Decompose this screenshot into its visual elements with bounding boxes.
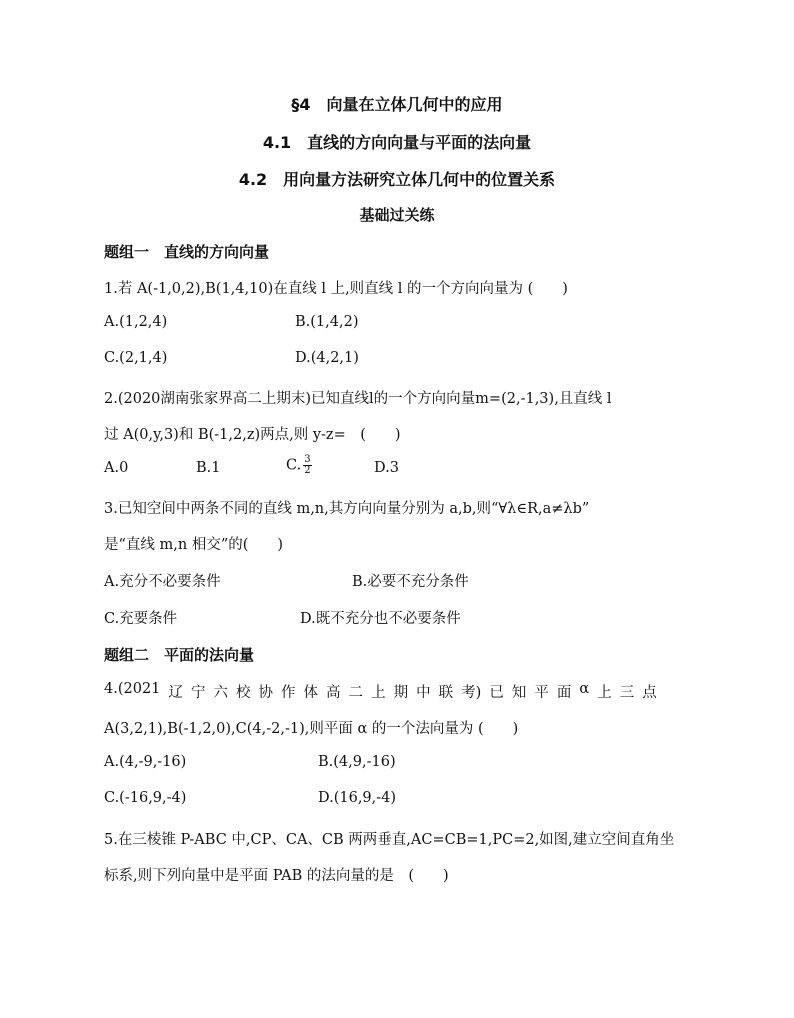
subsection-title-4-2: 4.2 用向量方法研究立体几何中的位置关系 xyxy=(238,170,556,189)
q1-option-c: C.(2,1,4) xyxy=(104,350,168,366)
q4-line-1-part: 校 xyxy=(235,685,251,701)
q2-option-c-label: C. xyxy=(286,457,302,474)
q4-line-1-part: 上 xyxy=(371,685,386,701)
q3-option-a: A.充分不必要条件 xyxy=(104,574,221,590)
q4-line-1-part: 中 xyxy=(416,685,431,701)
q2-option-b: B.1 xyxy=(196,460,221,476)
question-2-line-2: 过 A(0,y,3)和 B(-1,2,z)两点,则 y-z= ( ) xyxy=(104,427,401,443)
question-4-line-2: A(3,2,1),B(-1,2,0),C(4,-2,-1),则平面 α 的一个法向量为 ( ) xyxy=(104,721,519,737)
q1-option-a: A.(1,2,4) xyxy=(104,314,168,330)
q4-line-1-part: 宁 xyxy=(190,685,206,701)
q3-option-b: B.必要不充分条件 xyxy=(352,574,469,590)
q4-line-1-part: 高 xyxy=(326,685,341,701)
q1-option-b: B.(1,4,2) xyxy=(295,314,359,330)
group-2-title: 题组二 平面的法向量 xyxy=(104,646,255,664)
q4-line-1-part: 考) xyxy=(461,685,482,701)
q4-line-1-part: 期 xyxy=(393,685,409,701)
q4-line-1-part: 平 xyxy=(534,685,549,701)
q1-option-d: D.(4,2,1) xyxy=(295,350,359,366)
q4-line-1-part: 知 xyxy=(511,685,527,701)
q2-option-c xyxy=(286,455,314,476)
question-3-line-1: 3.已知空间中两条不同的直线 m,n,其方向向量分别为 a,b,则“∀λ∈R,a≠λb” xyxy=(104,501,590,517)
question-3-line-2: 是“直线 m,n 相交”的( ) xyxy=(104,537,284,553)
q4-option-d: D.(16,9,-4) xyxy=(318,790,397,806)
q2-option-d: D.3 xyxy=(374,460,399,476)
question-4-line-1 xyxy=(104,681,657,702)
q4-line-1-part: 作 xyxy=(281,685,296,701)
question-5-line-2: 标系,则下列向量中是平面 PAB 的法向量的是 ( ) xyxy=(104,868,449,884)
question-1: 1.若 A(-1,0,2),B(1,4,10)在直线 l 上,则直线 l 的一个方向向量为 ( ) xyxy=(104,281,568,297)
q4-line-1-part: 已 xyxy=(489,685,504,701)
q4-line-1-part: 二 xyxy=(348,685,364,701)
group-1-title: 题组一 直线的方向向量 xyxy=(104,243,270,261)
q4-line-1-part: 体 xyxy=(303,685,319,701)
section-title: §4 向量在立体几何中的应用 xyxy=(291,95,503,114)
fraction xyxy=(303,455,311,476)
q4-line-1-part: 面 xyxy=(556,685,572,701)
q4-line-1-part: 上 xyxy=(597,685,612,701)
fraction-denominator: 2 xyxy=(304,465,311,476)
q3-option-d: D.既不充分也不必要条件 xyxy=(300,611,461,627)
q4-line-1-part: 辽 xyxy=(168,685,183,701)
q4-line-1-part: 点 xyxy=(642,685,657,701)
q3-option-c: C.充要条件 xyxy=(104,611,178,627)
q4-option-a: A.(4,-9,-16) xyxy=(104,754,187,770)
question-2-line-1: 2.(2020湖南张家界高二上期末)已知直线l的一个方向向量m=(2,-1,3),且直线 l xyxy=(104,391,612,407)
subsection-title-4-1: 4.1 直线的方向向量与平面的法向量 xyxy=(262,133,532,152)
q4-line-1-part: 协 xyxy=(258,685,273,701)
q4-option-b: B.(4,9,-16) xyxy=(318,754,396,770)
q4-line-1-part: 联 xyxy=(438,685,454,701)
q4-line-1-part: 六 xyxy=(213,685,228,701)
question-5-line-1: 5.在三棱锥 P-ABC 中,CP、CA、CB 两两垂直,AC=CB=1,PC=2,如图,建立空间直角坐 xyxy=(104,832,675,848)
q4-option-c: C.(-16,9,-4) xyxy=(104,790,187,806)
q4-line-1-part: 三 xyxy=(619,685,635,701)
q2-option-a: A.0 xyxy=(104,460,129,476)
exercise-heading: 基础过关练 xyxy=(359,206,435,224)
q4-line-1-part: α xyxy=(579,681,590,697)
fraction-numerator: 3 xyxy=(304,454,311,465)
q4-line-1-part: 4.(2021 xyxy=(104,681,161,697)
